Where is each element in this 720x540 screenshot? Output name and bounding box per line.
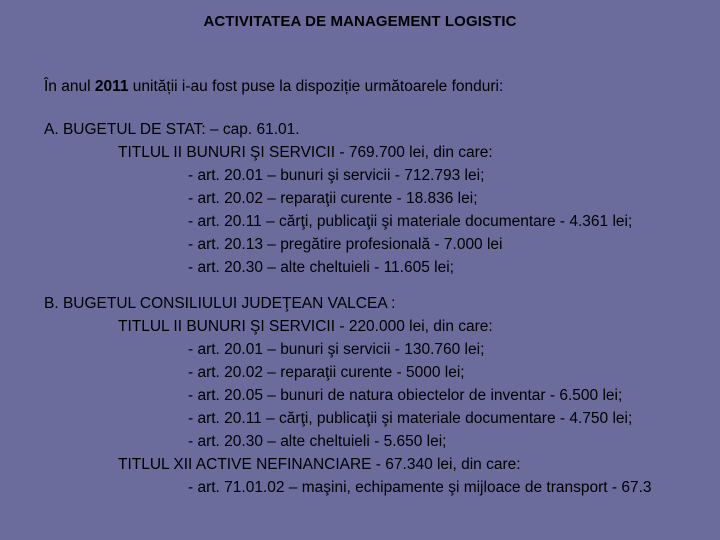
section-b-item: - art. 20.01 – bunuri şi servicii - 130.760 lei;: [188, 341, 485, 358]
section-a-title-line: TITLUL II BUNURI ŞI SERVICII - 769.700 lei, din care:: [118, 144, 493, 161]
section-b-heading: B. BUGETUL CONSILIULUI JUDEŢEAN VALCEA :: [44, 295, 396, 312]
section-a-heading: A. BUGETUL DE STAT: – cap. 61.01.: [44, 121, 300, 138]
slide-title: ACTIVITATEA DE MANAGEMENT LOGISTIC: [203, 13, 517, 30]
section-a-item: - art. 20.13 – pregătire profesională - 7.000 lei: [188, 236, 503, 253]
section-a-item: - art. 20.02 – reparaţii curente - 18.836 lei;: [188, 190, 478, 207]
section-b-item: - art. 20.05 – bunuri de natura obiectelor de inventar - 6.500 lei;: [188, 387, 623, 404]
intro-text: [44, 78, 503, 96]
intro-after: unității i-au fost puse la dispoziție următoarele fonduri:: [128, 78, 504, 95]
section-a-item: - art. 20.01 – bunuri şi servicii - 712.793 lei;: [188, 167, 485, 184]
section-b-title-line: TITLUL II BUNURI ŞI SERVICII - 220.000 lei, din care:: [118, 318, 493, 335]
intro-before: În anul: [44, 78, 95, 95]
intro-year: 2011: [94, 78, 129, 95]
section-a-item: - art. 20.11 – cărţi, publicaţii şi materiale documentare - 4.361 lei;: [188, 213, 633, 230]
section-a-item: - art. 20.30 – alte cheltuieli - 11.605 lei;: [188, 259, 454, 276]
section-b-item: - art. 20.11 – cărţi, publicaţii şi materiale documentare - 4.750 lei;: [188, 410, 633, 427]
section-b-title-line-2: TITLUL XII ACTIVE NEFINANCIARE - 67.340 lei, din care:: [118, 456, 521, 473]
section-b-item: - art. 20.02 – reparaţii curente - 5000 lei;: [188, 364, 465, 381]
section-b-item-2: - art. 71.01.02 – maşini, echipamente şi mijloace de transport - 67.3: [188, 479, 652, 496]
section-b-item: - art. 20.30 – alte cheltuieli - 5.650 lei;: [188, 433, 447, 450]
